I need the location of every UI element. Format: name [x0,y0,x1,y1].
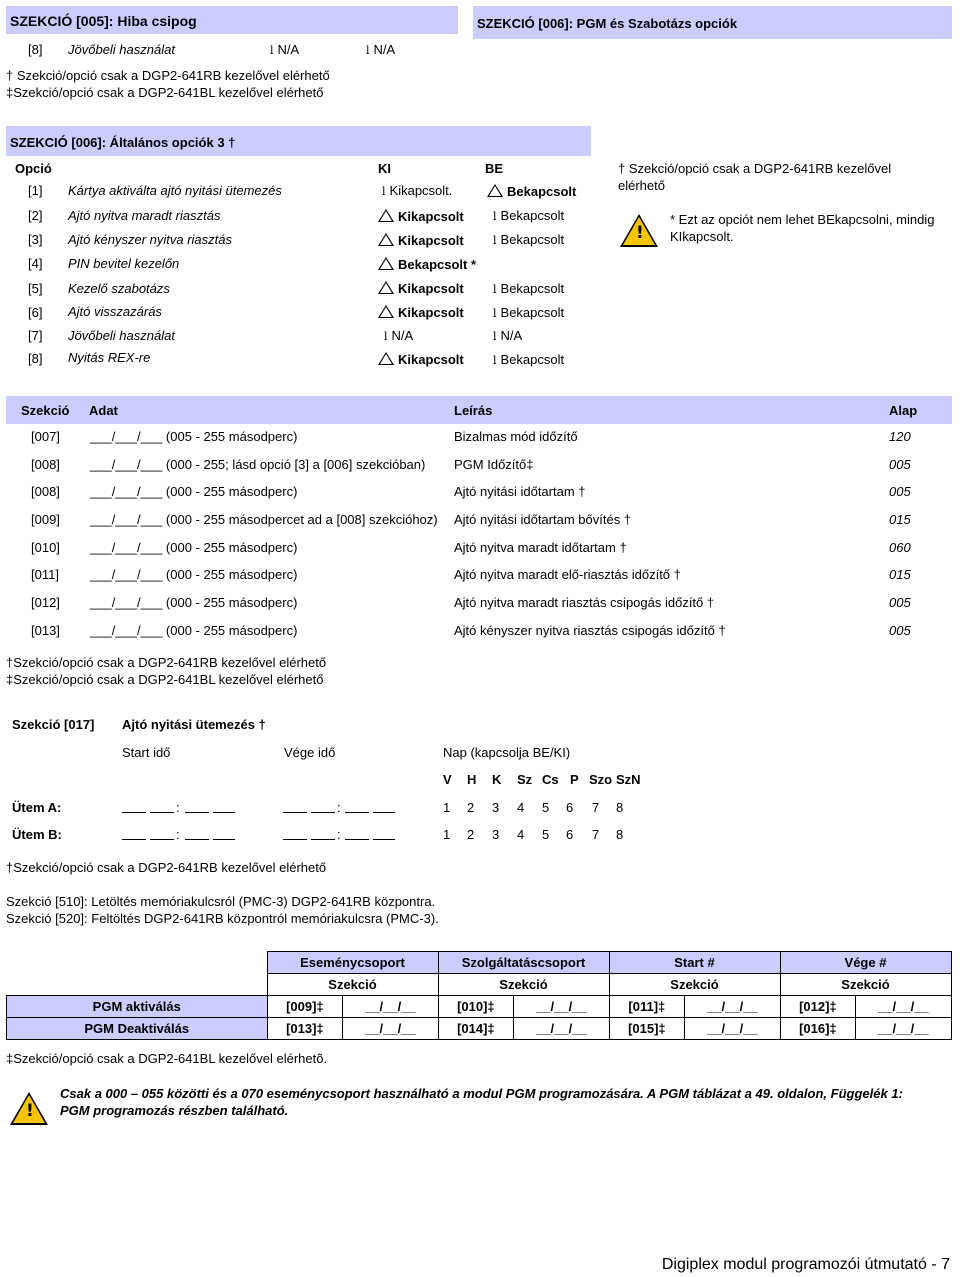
pgm-sec: [013]‡ [267,1018,343,1040]
row-section: [008] [31,457,60,472]
note-ddagger-mid: ‡Szekció/opció csak a DGP2-641BL kezelővel elérhető [6,672,324,687]
row-data: ___/___/___ (000 - 255 másodperc) [90,567,298,582]
option-5-label: Kezelő szabotázs [68,281,170,296]
pgm-sub-szekcio: Szekció [267,974,438,996]
day-toggle[interactable]: 8 [616,827,624,842]
warn-note-line1: * Ezt az opciót nem lehet BEkapcsolni, mindig [670,212,935,227]
option-1-label: Kártya aktiválta ajtó nyitási ütemezés [68,183,282,198]
col-opcio: Opció [15,161,52,176]
pgm-sec: [016]‡ [780,1018,856,1040]
row-default: 060 [889,540,911,555]
row-default: 005 [889,457,911,472]
row-description: PGM Időzítő‡ [454,457,534,472]
option-7-label: Jövőbeli használat [68,328,175,343]
time-field[interactable] [213,812,235,813]
bullet-icon: l [493,234,497,247]
triangle-icon [378,305,394,318]
note-dagger-mid: †Szekció/opció csak a DGP2-641RB kezelővel elérhető [6,655,327,670]
option-5-num: [5] [28,281,43,296]
day-toggle[interactable]: 5 [542,800,550,815]
row-description: Ajtó nyitva maradt elő-riasztás időzítő † [454,567,681,582]
option-8-num: [8] [28,351,43,366]
pgm-sub-szekcio: Szekció [780,974,951,996]
day-toggle[interactable]: 3 [492,827,500,842]
bullet-icon: l [493,307,497,320]
start-time-label: Start idő [122,745,171,760]
day-toggle[interactable]: 2 [467,827,475,842]
note-ddagger-pgm: ‡Szekció/opció csak a DGP2-641BL kezelővel elérhetõ. [6,1051,328,1066]
section-006-pgm-title: SZEKCIÓ [006]: PGM és Szabotázs opciók [477,16,738,31]
option-6-label: Ajtó visszazárás [68,304,162,319]
header-alap: Alap [889,403,918,418]
day-toggle[interactable]: 1 [443,827,451,842]
row-default: 015 [889,567,911,582]
row-description: Ajtó nyitva maradt időtartam † [454,540,627,555]
pgm-value[interactable]: __/__/__ [514,1018,609,1040]
pgm-sec: [011]‡ [609,996,685,1018]
warn-note-line2: KIkapcsolt. [670,229,734,244]
time-field[interactable] [345,812,369,813]
pgm-value[interactable]: __/__/__ [343,1018,438,1040]
time-field[interactable] [122,812,146,813]
warning-icon: ! [10,1092,48,1125]
day-toggle[interactable]: 1 [443,800,451,815]
pgm-sec: [012]‡ [780,996,856,1018]
time-field[interactable] [213,839,235,840]
option-3-label: Ajtó kényszer nyitva riasztás [68,232,233,247]
bullet-icon: l [493,330,497,343]
triangle-icon [487,184,503,197]
triangle-icon [378,281,394,294]
row-section: [013] [31,623,60,638]
pgm-table [6,951,952,1040]
option-5-ki: Kikapcsolt [398,281,464,296]
option-6-be: Bekapcsolt [500,305,565,320]
bottom-warn-line1: Csak a 000 – 055 közötti és a 070 eseménycsoport használható a modul PGM programozására. A PGM táblázat a 49. oldalon, Függelék 1: [60,1086,903,1101]
bullet-icon: l [493,283,497,296]
row-data: ___/___/___ (000 - 255 másodpercet ad a [008] szekcióhoz) [90,512,438,527]
day-toggle[interactable]: 4 [517,827,525,842]
row-section: [009] [31,512,60,527]
day-header: K [492,772,502,787]
option-2-ki: Kikapcsolt [398,209,464,224]
row-description: Ajtó nyitva maradt riasztás csipogás időzítő † [454,595,715,610]
option-1-num: [1] [28,183,43,198]
section-005-header [6,6,458,34]
option-1-ki: Kikapcsolt. [389,183,453,198]
side-note-line2: elérhető [618,178,665,193]
day-toggle[interactable]: 6 [566,800,574,815]
time-field[interactable] [345,839,369,840]
pgm-sec: [009]‡ [267,996,343,1018]
option-1-be: Bekapcsolt [507,184,577,199]
pgm-value[interactable]: __/__/__ [685,1018,780,1040]
row-data: ___/___/___ (000 - 255 másodperc) [90,540,298,555]
pgm-sub-szekcio: Szekció [609,974,780,996]
pgm-header-szolgaltatas: Szolgáltatáscsoport [438,952,609,974]
pgm-sec: [015]‡ [609,1018,685,1040]
pgm-header-start: Start # [609,952,780,974]
upload-line2: Szekció [520]: Feltöltés DGP2-641RB központról memóriakulcsra (PMC-3). [6,911,439,926]
bottom-warn-line2: PGM programozás részben található. [60,1103,289,1118]
day-toggle[interactable]: 2 [467,800,475,815]
section-005-title: SZEKCIÓ [005]: Hiba csipog [10,13,197,29]
note-dagger-017: †Szekció/opció csak a DGP2-641RB kezelővel elérhető [6,860,327,875]
header-szekcio: Szekció [21,403,70,418]
row-data: ___/___/___ (000 - 255; lásd opció [3] a [006] szekcióban) [90,457,426,472]
schedule-b-label: Ütem B: [12,827,62,842]
section-006-general-title: SZEKCIÓ [006]: Általános opciók 3 † [10,135,236,150]
triangle-icon [378,209,394,222]
time-field[interactable] [311,812,335,813]
row-section: [010] [31,540,60,555]
note-ddagger-top: ‡Szekció/opció csak a DGP2-641BL kezelővel elérhető [6,85,324,100]
note-dagger-top: † Szekció/opció csak a DGP2-641RB kezelővel elérhető [6,68,330,83]
pgm-sec: [010]‡ [438,996,514,1018]
day-header: Sz [517,772,533,787]
schedule-a-label: Ütem A: [12,800,62,815]
section-005-v1: N/A [277,42,300,57]
time-field[interactable] [150,839,174,840]
header-leiras: Leírás [454,403,493,418]
col-be: BE [485,161,504,176]
option-3-be: Bekapcsolt [500,232,565,247]
time-colon: : [337,827,341,842]
triangle-icon [378,233,394,246]
pgm-value[interactable]: __/__/__ [343,996,438,1018]
option-2-label: Ajtó nyitva maradt riasztás [68,208,221,223]
row-data: ___/___/___ (005 - 255 másodperc) [90,429,298,444]
bullet-icon: l [366,44,370,57]
row-description: Bizalmas mód időzítő [454,429,578,444]
section-017-label: Szekció [017] [12,717,95,732]
time-field[interactable] [122,839,146,840]
row-default: 120 [889,429,911,444]
day-toggle[interactable]: 5 [542,827,550,842]
option-3-ki: Kikapcsolt [398,233,464,248]
warning-icon: ! [620,214,658,247]
option-8-label: Nyitás REX-re [68,350,151,365]
option-7-num: [7] [28,328,43,343]
col-ki: KI [378,161,391,176]
time-field[interactable] [283,839,307,840]
header-adat: Adat [89,403,118,418]
row-default: 005 [889,595,911,610]
row-section: [012] [31,595,60,610]
section-005-v2: N/A [373,42,396,57]
day-header: SzN [616,772,641,787]
bullet-icon: l [493,210,497,223]
row-description: Ajtó nyitási időtartam † [454,484,586,499]
page-footer: Digiplex modul programozói útmutató - 7 [661,1256,950,1273]
time-colon: : [176,800,180,815]
option-2-be: Bekapcsolt [500,208,565,223]
option-6-ki: Kikapcsolt [398,305,464,320]
day-toggle[interactable]: 8 [616,800,624,815]
option-4-ki: Bekapcsolt * [398,257,477,272]
pgm-row-label: PGM aktiválás [7,996,268,1018]
row-section: [011] [31,567,59,582]
row-description: Ajtó kényszer nyitva riasztás csipogás időzítő † [454,623,726,638]
option-5-be: Bekapcsolt [500,281,565,296]
bullet-icon: l [270,44,274,57]
bullet-icon: l [382,185,386,198]
option-8-ki: Kikapcsolt [398,352,464,367]
time-field[interactable] [185,839,209,840]
day-toggle[interactable]: 7 [592,800,600,815]
day-header: V [443,772,452,787]
row-section: [007] [31,429,60,444]
pgm-value[interactable]: __/__/__ [856,996,951,1018]
option-6-num: [6] [28,305,43,320]
day-toggle[interactable]: 6 [566,827,574,842]
end-time-label: Vége idő [284,745,336,760]
day-header: P [570,772,579,787]
day-toggle[interactable]: 4 [517,800,525,815]
time-field[interactable] [373,839,395,840]
day-header: H [467,772,477,787]
row-data: ___/___/___ (000 - 255 másodperc) [90,623,298,638]
row-data: ___/___/___ (000 - 255 másodperc) [90,484,298,499]
option-7-ki: N/A [391,328,414,343]
pgm-sec: [014]‡ [438,1018,514,1040]
time-field[interactable] [185,812,209,813]
time-colon: : [176,827,180,842]
upload-line1: Szekció [510]: Letöltés memóriakulcsról (PMC-3) DGP2-641RB központra. [6,894,436,909]
row-default: 015 [889,512,911,527]
option-2-num: [2] [28,208,43,223]
day-toggle[interactable]: 3 [492,800,500,815]
day-header: Szo [589,772,613,787]
option-8-be: Bekapcsolt [500,352,565,367]
bullet-icon: l [384,330,388,343]
day-toggle[interactable]: 7 [592,827,600,842]
bullet-icon: l [493,354,497,367]
row-default: 005 [889,484,911,499]
row-section: [008] [31,484,60,499]
row-data: ___/___/___ (000 - 255 másodperc) [90,595,298,610]
pgm-value[interactable]: __/__/__ [514,996,609,1018]
option-4-label: PIN bevitel kezelőn [68,256,180,271]
row-default: 005 [889,623,911,638]
option-3-num: [3] [28,232,43,247]
pgm-header-vege: Vége # [780,952,951,974]
data-table-header [6,396,952,424]
pgm-header-esemeny: Eseménycsoport [267,952,438,974]
pgm-value[interactable]: __/__/__ [856,1018,951,1040]
day-label: Nap (kapcsolja BE/KI) [443,745,571,760]
side-note-line1: † Szekció/opció csak a DGP2-641RB kezelővel [618,161,892,176]
section-005-row-label: Jövőbeli használat [68,42,175,57]
pgm-sub-szekcio: Szekció [438,974,609,996]
section-005-row-num: [8] [28,42,43,57]
row-description: Ajtó nyitási időtartam bővítés † [454,512,632,527]
time-field[interactable] [311,839,335,840]
option-4-num: [4] [28,256,43,271]
pgm-value[interactable]: __/__/__ [685,996,780,1018]
option-7-be: N/A [500,328,523,343]
time-field[interactable] [373,812,395,813]
triangle-icon [378,257,394,270]
time-field[interactable] [150,812,174,813]
day-header: Cs [542,772,559,787]
pgm-row-label: PGM Deaktiválás [7,1018,268,1040]
section-006-general-header [6,126,591,156]
time-field[interactable] [283,812,307,813]
triangle-icon [378,352,394,365]
section-017-title: Ajtó nyitási ütemezés † [122,717,266,732]
time-colon: : [337,800,341,815]
section-006-pgm-header [473,6,952,39]
